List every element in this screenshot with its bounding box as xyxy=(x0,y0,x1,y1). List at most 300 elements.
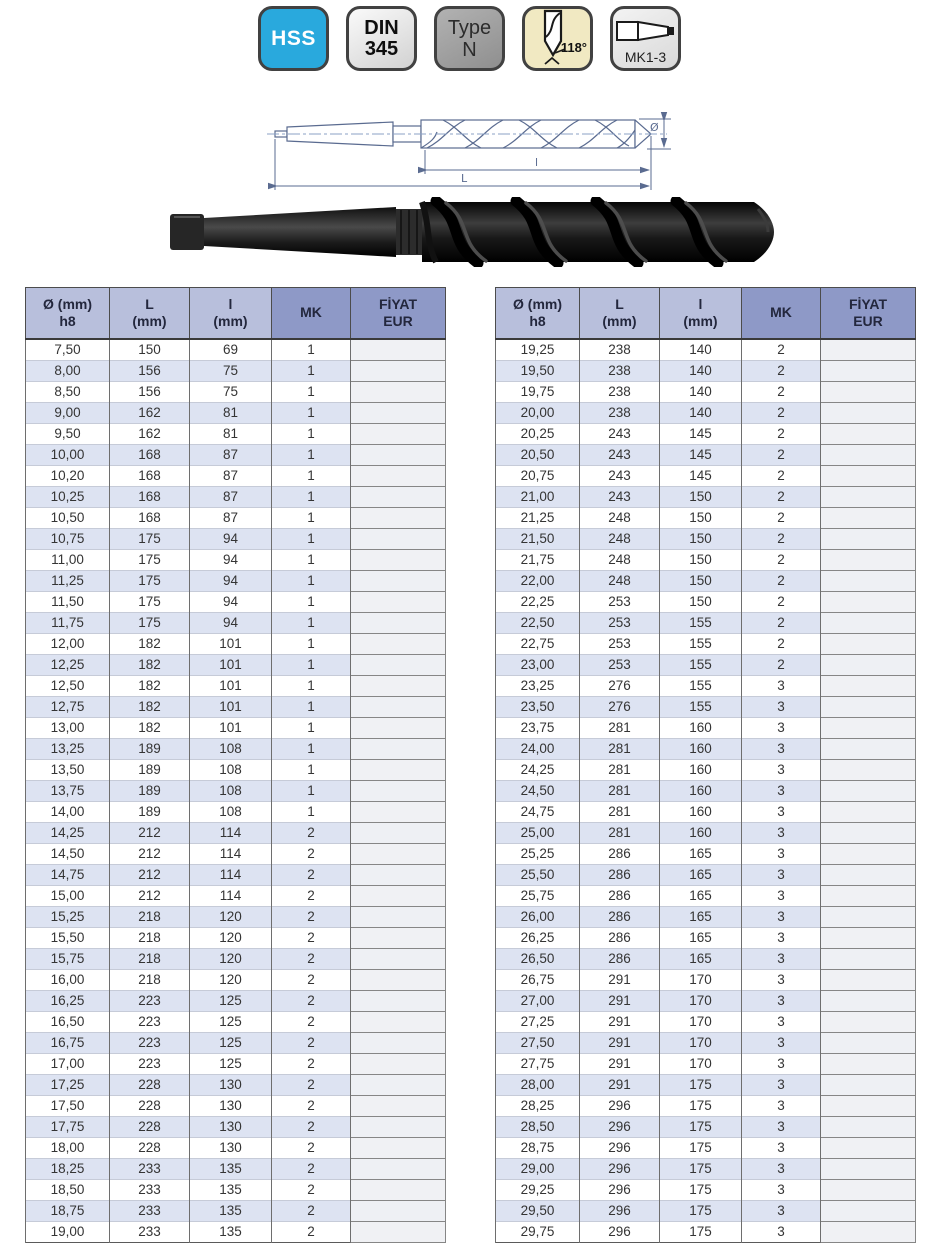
cell-diameter: 13,50 xyxy=(26,760,110,781)
table-row xyxy=(26,760,446,781)
cell-overall-length: 223 xyxy=(110,1054,190,1075)
cell-morse-taper: 2 xyxy=(272,823,351,844)
cell-price xyxy=(351,970,446,991)
cell-flute-length: 87 xyxy=(190,508,272,529)
cell-morse-taper: 2 xyxy=(272,1096,351,1117)
cell-overall-length: 276 xyxy=(580,697,660,718)
cell-morse-taper: 2 xyxy=(742,382,821,403)
cell-price xyxy=(351,1180,446,1201)
cell-price xyxy=(351,424,446,445)
cell-flute-length: 135 xyxy=(190,1201,272,1222)
cell-overall-length: 296 xyxy=(580,1138,660,1159)
cell-morse-taper: 1 xyxy=(272,529,351,550)
cell-flute-length: 150 xyxy=(660,529,742,550)
cell-overall-length: 212 xyxy=(110,844,190,865)
cell-morse-taper: 1 xyxy=(272,361,351,382)
cell-flute-length: 130 xyxy=(190,1075,272,1096)
cell-price xyxy=(821,697,916,718)
cell-morse-taper: 1 xyxy=(272,676,351,697)
cell-flute-length: 155 xyxy=(660,676,742,697)
cell-overall-length: 182 xyxy=(110,718,190,739)
cell-diameter: 18,25 xyxy=(26,1159,110,1180)
cell-flute-length: 155 xyxy=(660,613,742,634)
cell-price xyxy=(351,697,446,718)
cell-price xyxy=(351,487,446,508)
table-body-left xyxy=(26,339,446,1243)
cell-price xyxy=(351,571,446,592)
table-row xyxy=(26,1012,446,1033)
cell-overall-length: 248 xyxy=(580,571,660,592)
cell-price xyxy=(351,802,446,823)
table-row xyxy=(26,697,446,718)
cell-flute-length: 140 xyxy=(660,339,742,361)
cell-price xyxy=(821,781,916,802)
table-row xyxy=(496,760,916,781)
cell-price xyxy=(351,1138,446,1159)
table-row xyxy=(26,865,446,886)
cell-diameter: 9,00 xyxy=(26,403,110,424)
cell-overall-length: 228 xyxy=(110,1138,190,1159)
cell-morse-taper: 1 xyxy=(272,592,351,613)
cell-flute-length: 160 xyxy=(660,802,742,823)
cell-flute-length: 94 xyxy=(190,550,272,571)
table-row xyxy=(26,655,446,676)
cell-morse-taper: 3 xyxy=(742,970,821,991)
cell-morse-taper: 3 xyxy=(742,1096,821,1117)
type-label-line1: Type xyxy=(447,16,492,39)
cell-morse-taper: 2 xyxy=(272,1033,351,1054)
cell-price xyxy=(351,1201,446,1222)
cell-overall-length: 218 xyxy=(110,949,190,970)
cell-diameter: 18,00 xyxy=(26,1138,110,1159)
cell-diameter: 17,00 xyxy=(26,1054,110,1075)
cell-diameter: 11,25 xyxy=(26,571,110,592)
header-overall-bottom: (mm) xyxy=(132,313,167,329)
cell-overall-length: 291 xyxy=(580,1033,660,1054)
cell-diameter: 23,50 xyxy=(496,697,580,718)
header-price-top: FİYAT xyxy=(848,295,888,312)
cell-price xyxy=(351,1222,446,1243)
col-header-mk xyxy=(272,288,351,340)
table-row xyxy=(26,1180,446,1201)
cell-diameter: 20,50 xyxy=(496,445,580,466)
cell-morse-taper: 3 xyxy=(742,697,821,718)
cell-overall-length: 233 xyxy=(110,1222,190,1243)
cell-diameter: 7,50 xyxy=(26,339,110,361)
cell-overall-length: 248 xyxy=(580,550,660,571)
cell-price xyxy=(821,718,916,739)
table-row xyxy=(26,928,446,949)
table-row xyxy=(496,739,916,760)
cell-diameter: 29,50 xyxy=(496,1201,580,1222)
cell-diameter: 19,75 xyxy=(496,382,580,403)
cell-price xyxy=(351,550,446,571)
cell-flute-length: 170 xyxy=(660,1054,742,1075)
cell-price xyxy=(351,949,446,970)
cell-morse-taper: 1 xyxy=(272,802,351,823)
cell-morse-taper: 2 xyxy=(272,1180,351,1201)
cell-morse-taper: 3 xyxy=(742,718,821,739)
table-row xyxy=(26,613,446,634)
cell-price xyxy=(351,1054,446,1075)
table-row xyxy=(496,718,916,739)
cell-diameter: 21,75 xyxy=(496,550,580,571)
cell-diameter: 13,25 xyxy=(26,739,110,760)
cell-diameter: 14,50 xyxy=(26,844,110,865)
cell-diameter: 10,50 xyxy=(26,508,110,529)
table-row xyxy=(26,844,446,865)
cell-flute-length: 170 xyxy=(660,1012,742,1033)
cell-price xyxy=(821,634,916,655)
cell-overall-length: 233 xyxy=(110,1201,190,1222)
cell-overall-length: 212 xyxy=(110,865,190,886)
cell-morse-taper: 2 xyxy=(742,613,821,634)
cell-morse-taper: 2 xyxy=(272,949,351,970)
cell-morse-taper: 3 xyxy=(742,949,821,970)
cell-overall-length: 218 xyxy=(110,970,190,991)
cell-flute-length: 101 xyxy=(190,718,272,739)
cell-overall-length: 189 xyxy=(110,739,190,760)
cell-overall-length: 281 xyxy=(580,739,660,760)
table-row xyxy=(26,445,446,466)
cell-diameter: 17,25 xyxy=(26,1075,110,1096)
cell-diameter: 15,75 xyxy=(26,949,110,970)
cell-overall-length: 243 xyxy=(580,424,660,445)
cell-morse-taper: 1 xyxy=(272,403,351,424)
cell-price xyxy=(351,1096,446,1117)
cell-flute-length: 175 xyxy=(660,1201,742,1222)
table-row xyxy=(26,1201,446,1222)
table-row xyxy=(496,802,916,823)
table-row xyxy=(26,718,446,739)
cell-overall-length: 253 xyxy=(580,613,660,634)
cell-price xyxy=(821,550,916,571)
header-overall-bottom: (mm) xyxy=(602,313,637,329)
cell-flute-length: 145 xyxy=(660,424,742,445)
table-row xyxy=(26,781,446,802)
cell-price xyxy=(351,928,446,949)
cell-flute-length: 165 xyxy=(660,928,742,949)
cell-diameter: 25,50 xyxy=(496,865,580,886)
cell-flute-length: 175 xyxy=(660,1075,742,1096)
cell-morse-taper: 3 xyxy=(742,1075,821,1096)
cell-price xyxy=(821,1138,916,1159)
cell-flute-length: 145 xyxy=(660,466,742,487)
cell-flute-length: 125 xyxy=(190,1033,272,1054)
table-row xyxy=(26,1159,446,1180)
cell-overall-length: 189 xyxy=(110,802,190,823)
table-row xyxy=(26,1138,446,1159)
cell-diameter: 27,75 xyxy=(496,1054,580,1075)
cell-morse-taper: 3 xyxy=(742,886,821,907)
table-row xyxy=(26,466,446,487)
col-header-flute-length xyxy=(660,288,742,340)
header-price-top: FİYAT xyxy=(378,295,418,312)
cell-diameter: 27,25 xyxy=(496,1012,580,1033)
cell-flute-length: 175 xyxy=(660,1138,742,1159)
cell-overall-length: 175 xyxy=(110,592,190,613)
cell-price xyxy=(351,865,446,886)
cell-diameter: 24,25 xyxy=(496,760,580,781)
overall-length-dim-label: L xyxy=(461,172,468,185)
cell-overall-length: 276 xyxy=(580,676,660,697)
cell-morse-taper: 2 xyxy=(272,1159,351,1180)
table-row xyxy=(496,1054,916,1075)
cell-price xyxy=(351,823,446,844)
cell-morse-taper: 2 xyxy=(742,571,821,592)
cell-price xyxy=(821,802,916,823)
cell-price xyxy=(351,655,446,676)
cell-price xyxy=(821,1033,916,1054)
cell-flute-length: 155 xyxy=(660,655,742,676)
header-flute-bottom: (mm) xyxy=(213,313,248,329)
cell-flute-length: 175 xyxy=(660,1222,742,1243)
cell-price xyxy=(351,339,446,361)
cell-diameter: 22,50 xyxy=(496,613,580,634)
cell-flute-length: 125 xyxy=(190,1012,272,1033)
cell-morse-taper: 1 xyxy=(272,718,351,739)
cell-flute-length: 75 xyxy=(190,382,272,403)
cell-diameter: 24,00 xyxy=(496,739,580,760)
cell-flute-length: 150 xyxy=(660,592,742,613)
cell-overall-length: 212 xyxy=(110,823,190,844)
table-row xyxy=(496,655,916,676)
cell-price xyxy=(351,592,446,613)
cell-morse-taper: 3 xyxy=(742,991,821,1012)
table-row xyxy=(26,403,446,424)
cell-overall-length: 182 xyxy=(110,697,190,718)
table-row xyxy=(26,592,446,613)
header-diameter-bottom: h8 xyxy=(59,313,76,329)
cell-morse-taper: 2 xyxy=(742,466,821,487)
cell-diameter: 16,75 xyxy=(26,1033,110,1054)
table-row xyxy=(26,382,446,403)
cell-diameter: 22,00 xyxy=(496,571,580,592)
table-row xyxy=(26,739,446,760)
cell-diameter: 22,25 xyxy=(496,592,580,613)
cell-overall-length: 253 xyxy=(580,592,660,613)
cell-morse-taper: 3 xyxy=(742,844,821,865)
cell-flute-length: 81 xyxy=(190,424,272,445)
cell-morse-taper: 3 xyxy=(742,1012,821,1033)
cell-diameter: 14,25 xyxy=(26,823,110,844)
table-row xyxy=(496,844,916,865)
table-row xyxy=(496,424,916,445)
table-row xyxy=(26,508,446,529)
table-row xyxy=(496,445,916,466)
cell-overall-length: 248 xyxy=(580,508,660,529)
table-row xyxy=(26,529,446,550)
cell-price xyxy=(351,361,446,382)
table-row xyxy=(26,361,446,382)
cell-overall-length: 291 xyxy=(580,1054,660,1075)
cell-price xyxy=(351,886,446,907)
hss-label: HSS xyxy=(271,26,316,50)
cell-morse-taper: 2 xyxy=(272,865,351,886)
cell-diameter: 20,75 xyxy=(496,466,580,487)
col-header-diameter xyxy=(26,288,110,340)
badge-row xyxy=(258,6,681,71)
cell-morse-taper: 2 xyxy=(272,1201,351,1222)
table-row xyxy=(496,1138,916,1159)
cell-overall-length: 296 xyxy=(580,1222,660,1243)
cell-price xyxy=(821,529,916,550)
table-row xyxy=(496,361,916,382)
cell-flute-length: 101 xyxy=(190,697,272,718)
table-row xyxy=(496,508,916,529)
cell-overall-length: 228 xyxy=(110,1075,190,1096)
cell-diameter: 25,25 xyxy=(496,844,580,865)
cell-diameter: 10,00 xyxy=(26,445,110,466)
header-overall-top: L xyxy=(615,295,624,312)
table-row xyxy=(496,1117,916,1138)
cell-morse-taper: 2 xyxy=(272,1012,351,1033)
cell-diameter: 21,00 xyxy=(496,487,580,508)
cell-diameter: 9,50 xyxy=(26,424,110,445)
cell-morse-taper: 3 xyxy=(742,1222,821,1243)
cell-overall-length: 281 xyxy=(580,802,660,823)
cell-price xyxy=(351,1159,446,1180)
cell-diameter: 28,25 xyxy=(496,1096,580,1117)
cell-morse-taper: 2 xyxy=(742,550,821,571)
cell-flute-length: 75 xyxy=(190,361,272,382)
cell-morse-taper: 2 xyxy=(742,424,821,445)
cell-flute-length: 150 xyxy=(660,487,742,508)
cell-price xyxy=(821,1075,916,1096)
cell-diameter: 8,50 xyxy=(26,382,110,403)
cell-flute-length: 125 xyxy=(190,1054,272,1075)
cell-morse-taper: 3 xyxy=(742,1033,821,1054)
cell-morse-taper: 3 xyxy=(742,676,821,697)
table-row xyxy=(26,991,446,1012)
cell-flute-length: 114 xyxy=(190,865,272,886)
cell-flute-length: 175 xyxy=(660,1180,742,1201)
cell-flute-length: 175 xyxy=(660,1096,742,1117)
cell-diameter: 26,00 xyxy=(496,907,580,928)
cell-flute-length: 175 xyxy=(660,1117,742,1138)
cell-morse-taper: 2 xyxy=(742,529,821,550)
cell-price xyxy=(821,403,916,424)
cell-price xyxy=(351,718,446,739)
cell-price xyxy=(351,634,446,655)
cell-overall-length: 286 xyxy=(580,907,660,928)
cell-flute-length: 165 xyxy=(660,865,742,886)
table-row xyxy=(496,928,916,949)
cell-diameter: 21,50 xyxy=(496,529,580,550)
cell-morse-taper: 1 xyxy=(272,571,351,592)
cell-overall-length: 243 xyxy=(580,487,660,508)
cell-price xyxy=(821,760,916,781)
morse-taper-badge xyxy=(610,6,681,71)
cell-diameter: 11,00 xyxy=(26,550,110,571)
cell-morse-taper: 1 xyxy=(272,508,351,529)
col-header-overall-length xyxy=(580,288,660,340)
cell-morse-taper: 2 xyxy=(742,508,821,529)
cell-flute-length: 155 xyxy=(660,634,742,655)
cell-overall-length: 189 xyxy=(110,760,190,781)
diameter-dim-label: Ø xyxy=(650,121,659,134)
table-row xyxy=(496,781,916,802)
cell-diameter: 21,25 xyxy=(496,508,580,529)
header-diameter-bottom: h8 xyxy=(529,313,546,329)
cell-overall-length: 248 xyxy=(580,529,660,550)
cell-flute-length: 101 xyxy=(190,676,272,697)
cell-price xyxy=(821,508,916,529)
cell-diameter: 23,25 xyxy=(496,676,580,697)
cell-overall-length: 281 xyxy=(580,781,660,802)
header-overall-top: L xyxy=(145,295,154,312)
cell-morse-taper: 2 xyxy=(272,928,351,949)
table-row xyxy=(496,1201,916,1222)
cell-diameter: 19,50 xyxy=(496,361,580,382)
cell-overall-length: 296 xyxy=(580,1180,660,1201)
table-row xyxy=(496,1096,916,1117)
header-flute-bottom: (mm) xyxy=(683,313,718,329)
cell-flute-length: 94 xyxy=(190,571,272,592)
table-row xyxy=(26,1054,446,1075)
cell-diameter: 23,00 xyxy=(496,655,580,676)
cell-overall-length: 150 xyxy=(110,339,190,361)
cell-price xyxy=(351,445,446,466)
cell-overall-length: 281 xyxy=(580,718,660,739)
cell-price xyxy=(351,739,446,760)
cell-diameter: 19,25 xyxy=(496,339,580,361)
header-mk-label: MK xyxy=(770,304,792,321)
table-row xyxy=(496,571,916,592)
table-row xyxy=(496,886,916,907)
type-n-badge xyxy=(434,6,505,71)
cell-diameter: 15,25 xyxy=(26,907,110,928)
cell-morse-taper: 2 xyxy=(742,487,821,508)
cell-price xyxy=(351,676,446,697)
cell-overall-length: 243 xyxy=(580,445,660,466)
cell-overall-length: 291 xyxy=(580,1075,660,1096)
spec-table-right xyxy=(495,287,916,1243)
cell-price xyxy=(821,1201,916,1222)
cell-overall-length: 156 xyxy=(110,361,190,382)
point-angle-badge xyxy=(522,6,593,71)
cell-morse-taper: 3 xyxy=(742,1054,821,1075)
col-header-flute-length xyxy=(190,288,272,340)
cell-flute-length: 170 xyxy=(660,970,742,991)
table-row xyxy=(496,613,916,634)
cell-overall-length: 296 xyxy=(580,1201,660,1222)
cell-morse-taper: 3 xyxy=(742,1138,821,1159)
spec-table-left xyxy=(25,287,446,1243)
cell-diameter: 15,00 xyxy=(26,886,110,907)
table-row xyxy=(496,487,916,508)
cell-diameter: 18,50 xyxy=(26,1180,110,1201)
cell-overall-length: 296 xyxy=(580,1117,660,1138)
cell-morse-taper: 1 xyxy=(272,739,351,760)
cell-diameter: 23,75 xyxy=(496,718,580,739)
cell-morse-taper: 2 xyxy=(742,592,821,613)
cell-morse-taper: 1 xyxy=(272,634,351,655)
cell-diameter: 28,50 xyxy=(496,1117,580,1138)
cell-morse-taper: 2 xyxy=(742,339,821,361)
cell-price xyxy=(821,676,916,697)
cell-overall-length: 168 xyxy=(110,466,190,487)
cell-morse-taper: 3 xyxy=(742,1159,821,1180)
flute-length-dim-label: l xyxy=(535,156,539,169)
cell-overall-length: 296 xyxy=(580,1159,660,1180)
table-row xyxy=(26,424,446,445)
header-flute-top: l xyxy=(228,295,233,312)
table-row xyxy=(496,697,916,718)
cell-morse-taper: 1 xyxy=(272,487,351,508)
cell-price xyxy=(351,382,446,403)
cell-price xyxy=(351,1012,446,1033)
